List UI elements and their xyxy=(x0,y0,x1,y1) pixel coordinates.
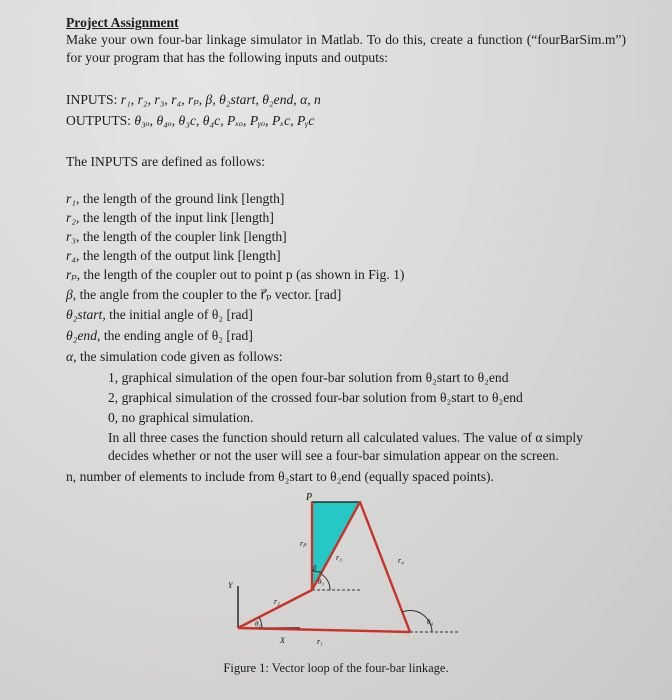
label-r4: r₄ xyxy=(398,556,404,565)
inputs-list: r₁, r₂, r₃, r₄, rₚ, β, θ₂start, θ₂end, α, n xyxy=(120,92,321,107)
definition-symbol: α xyxy=(66,349,74,364)
outputs-label: OUTPUTS: xyxy=(66,113,131,128)
link-r2 xyxy=(238,590,312,628)
alpha-option-1: 1, graphical simulation of the open four-bar solution from θ₂start to θ₂end xyxy=(108,370,509,385)
label-y: Y xyxy=(228,581,233,590)
definition-symbol: θ₂end xyxy=(66,328,98,343)
alpha-note: In all three cases the function should return all calculated values. The value of α simply decides whether or not the user will see a four-bar simulation appear on the screen. xyxy=(108,430,583,463)
definition-text: , the ending angle of θ₂ [rad] xyxy=(97,328,253,343)
definition-text: , the length of the ground link [length] xyxy=(76,191,285,206)
label-p: P xyxy=(306,492,313,503)
definition-symbol: r₃ xyxy=(66,229,77,244)
page-title: Project Assignment xyxy=(66,15,179,30)
link-r4 xyxy=(360,502,410,632)
definition-text: , the length of the coupler out to point p (as shown in Fig. 1) xyxy=(76,267,405,282)
label-theta3: θ₃ xyxy=(318,578,324,586)
definitions-heading: The INPUTS are defined as follows: xyxy=(66,154,265,169)
inputs-label: INPUTS: xyxy=(66,92,118,107)
label-theta2: θ₂ xyxy=(255,620,261,628)
definition-symbol: β xyxy=(66,287,73,302)
definition-symbol: rₚ xyxy=(66,267,77,282)
label-theta4: θ₄ xyxy=(427,618,433,626)
figure-caption: Figure 1: Vector loop of the four-bar linkage. xyxy=(223,661,449,675)
definition-text: , the angle from the coupler to the r⃗ₚ vector. [rad] xyxy=(72,287,342,302)
label-rp: rₚ xyxy=(300,539,307,548)
label-r1: r₁ xyxy=(317,637,323,646)
intro-paragraph: Make your own four-bar linkage simulator in Matlab. To do this, create a function (“fourBarSim.m”) for your program that has the following inputs and outputs: xyxy=(66,32,626,65)
n-definition: n, number of elements to include from θ₂start to θ₂end (equally spaced points). xyxy=(66,469,494,484)
definition-symbol: θ₂start xyxy=(66,307,103,322)
label-beta: β xyxy=(313,564,317,572)
definition-symbol: r₂ xyxy=(66,210,77,225)
definition-text: , the length of the input link [length] xyxy=(76,210,274,225)
definition-symbol: r₄ xyxy=(66,248,77,263)
definition-text: , the length of the coupler link [length] xyxy=(76,229,287,244)
label-r2: r₂ xyxy=(274,597,280,606)
outputs-list: θ₃ₒ, θ₄ₒ, θ₃c, θ₄c, Pₓₒ, Pᵧₒ, Pₓc, Pᵧc xyxy=(134,113,315,128)
definition-text: , the length of the output link [length] xyxy=(76,248,281,263)
label-r3: r₃ xyxy=(336,553,342,562)
definition-text: , the simulation code given as follows: xyxy=(73,349,283,364)
alpha-option-2: 2, graphical simulation of the crossed four-bar solution from θ₂start to θ₂end xyxy=(108,390,523,405)
label-x: X xyxy=(280,636,285,645)
link-r1 xyxy=(238,628,410,632)
definition-text: , the initial angle of θ₂ [rad] xyxy=(102,307,253,322)
definition-symbol: r₁ xyxy=(66,191,77,206)
alpha-option-0: 0, no graphical simulation. xyxy=(108,410,254,425)
